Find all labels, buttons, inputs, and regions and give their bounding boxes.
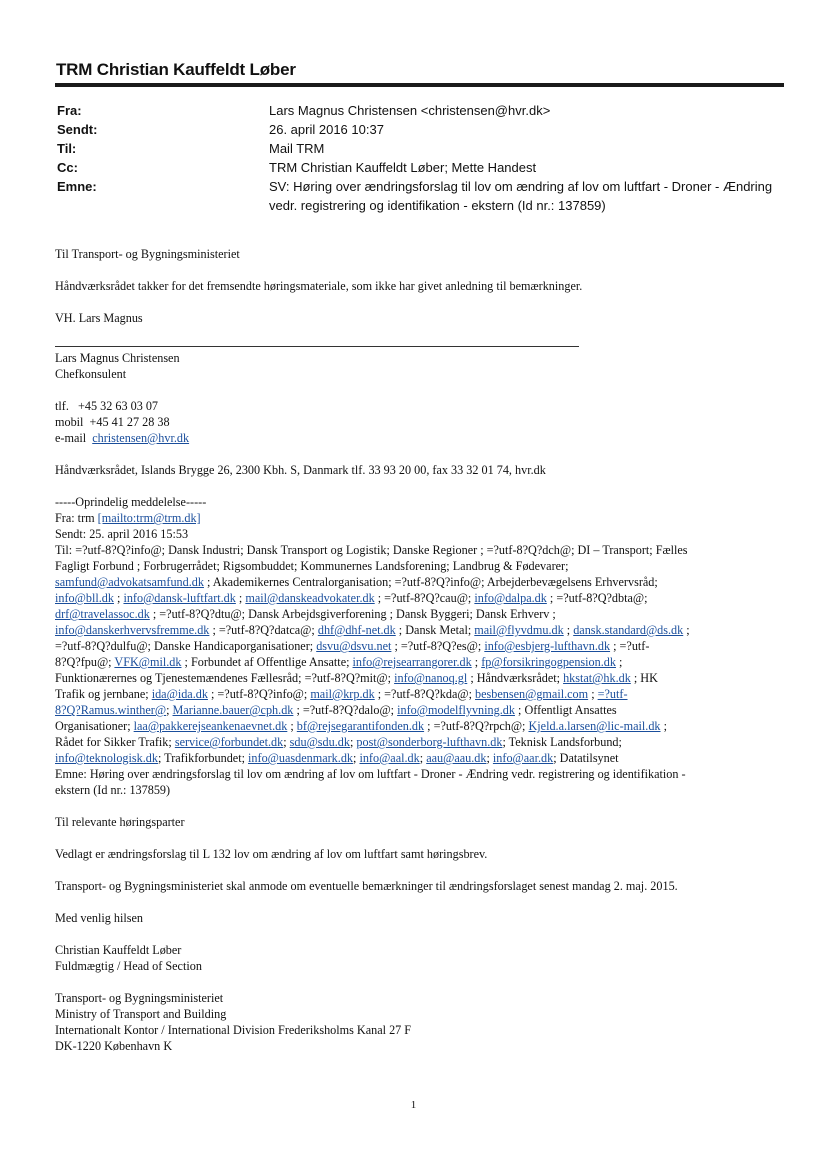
recipient-text: ; — [287, 719, 297, 733]
to-value: Mail TRM — [269, 141, 325, 156]
recipient-text: ; Trafikforbundet; — [157, 751, 249, 765]
recipient-text: ; Offentligt Ansattes — [514, 703, 617, 717]
email-link[interactable]: info@bll.dk — [55, 591, 114, 605]
email-link[interactable]: mail@krp.dk — [310, 687, 375, 701]
recipient-line — [55, 734, 790, 750]
sent-value: 26. april 2016 10:37 — [269, 122, 384, 137]
email-body — [55, 246, 790, 1054]
recipient-text: ; =?utf-8?Q?datca@; — [209, 623, 318, 637]
recipient-line — [55, 574, 790, 590]
to-label: Til: — [57, 141, 77, 156]
signature-email-line — [55, 430, 790, 446]
org-line: Ministry of Transport and Building — [55, 1007, 227, 1021]
recipient-text: ; — [660, 719, 667, 733]
original-regards: Med venlig hilsen — [55, 911, 144, 925]
original-subject: Emne: Høring over ændringsforslag til lov om ændring af lov om luftfart - Droner - Ændring vedr. registrering og identifikation - — [55, 767, 686, 781]
recipient-line — [55, 638, 790, 654]
recipient-text: ; — [353, 751, 360, 765]
recipient-text: ; =?utf-8?Q?dtu@; Dansk Arbejdsgiverforening ; Dansk Byggeri; Dansk Erhverv ; — [149, 607, 556, 621]
cc-label: Cc: — [57, 160, 78, 175]
recipient-text: =?utf-8?Q?dulfu@; Danske Handicaporganisationer; — [55, 639, 317, 653]
recipient-text: ; Teknisk Landsforbund; — [502, 735, 622, 749]
original-paragraph: Transport- og Bygningsministeriet skal anmode om eventuelle bemærkninger til ændringsforslaget senest mandag 2. maj. 2015. — [55, 879, 678, 893]
signature-email-link[interactable]: christensen@hvr.dk — [92, 431, 190, 445]
email-link[interactable]: VFK@mil.dk — [114, 655, 182, 669]
original-salutation: Til relevante høringsparter — [55, 815, 185, 829]
page-number: 1 — [410, 1099, 417, 1111]
reply-closing: VH. Lars Magnus — [55, 311, 143, 325]
from-label: Fra: — [57, 103, 82, 118]
original-from — [55, 510, 790, 526]
recipient-text: ; — [283, 735, 290, 749]
recipient-text: ; Akademikernes Centralorganisation; =?utf-8?Q?info@; Arbejderbevægelsens Erhvervsråd; — [203, 575, 658, 589]
signature-divider — [55, 346, 579, 347]
recipient-text: Rådet for Sikker Trafik; — [55, 735, 175, 749]
recipient-text: ; Dansk Metal; — [395, 623, 475, 637]
email-link[interactable]: dsvu@dsvu.net — [316, 639, 392, 653]
email-link[interactable]: mail@flyvdmu.dk — [474, 623, 564, 637]
recipient-text: ; =?utf-8?Q?kda@; — [374, 687, 476, 701]
recipient-text: ; — [471, 655, 482, 669]
page-title: TRM Christian Kauffeldt Løber — [56, 60, 296, 79]
recipient-text: ; — [349, 735, 357, 749]
email-link[interactable]: drf@travelassoc.dk — [55, 607, 150, 621]
email-link[interactable]: info@uasdenmark.dk — [248, 751, 354, 765]
org-line: DK-1220 København K — [55, 1039, 173, 1053]
signature-email-label: e-mail — [55, 431, 87, 445]
email-link[interactable]: besbensen@gmail.com — [475, 687, 589, 701]
original-from-prefix: Fra: trm — [55, 511, 98, 525]
recipient-text: ; — [563, 623, 574, 637]
email-link[interactable]: hkstat@hk.dk — [563, 671, 631, 685]
recipient-text: ; — [588, 687, 598, 701]
email-link[interactable]: info@teknologisk.dk — [55, 751, 158, 765]
email-link[interactable]: info@dalpa.dk — [474, 591, 547, 605]
recipient-line — [55, 590, 790, 606]
recipient-line — [55, 750, 790, 766]
recipient-text: ; =?utf- — [610, 639, 650, 653]
recipient-line — [55, 686, 790, 702]
recipient-text: ; — [486, 751, 493, 765]
org-line: Transport- og Bygningsministeriet — [55, 991, 224, 1005]
email-link[interactable]: info@danskerhvervsfremme.dk — [55, 623, 210, 637]
email-link[interactable]: 8?Q?Ramus.winther@ — [55, 703, 167, 717]
recipient-line — [55, 622, 790, 638]
email-link[interactable]: bf@rejsegarantifonden.dk — [296, 719, 425, 733]
signature-role: Chefkonsulent — [55, 367, 127, 381]
header-row-cc — [57, 158, 787, 177]
sent-label: Sendt: — [57, 122, 98, 137]
email-link[interactable]: info@rejsearrangorer.dk — [352, 655, 472, 669]
recipient-text: ; Forbundet af Offentlige Ansatte; — [181, 655, 353, 669]
reply-greeting: Til Transport- og Bygningsministeriet — [55, 247, 240, 261]
recipient-text: ; — [419, 751, 427, 765]
recipient-text: ; — [235, 591, 246, 605]
email-link[interactable]: dansk.standard@ds.dk — [573, 623, 684, 637]
original-paragraph: Vedlagt er ændringsforslag til L 132 lov om ændring af lov om luftfart samt høringsbrev. — [55, 847, 488, 861]
original-marker: -----Oprindelig meddelelse----- — [55, 495, 207, 509]
signature-phone: tlf. +45 32 63 03 07 — [55, 399, 159, 413]
email-link[interactable]: =?utf- — [597, 687, 628, 701]
email-link[interactable]: info@nanoq.gl — [394, 671, 468, 685]
original-to-line: Fagligt Forbund ; Forbrugerrådet; Rigsombuddet; Kommunernes Landsforening; Landbrug & Fødevarer; — [55, 559, 569, 573]
header-row-subject — [57, 177, 787, 215]
email-link[interactable]: Kjeld.a.larsen@lic-mail.dk — [528, 719, 661, 733]
email-link[interactable]: info@esbjerg-lufthavn.dk — [484, 639, 611, 653]
signature-name: Lars Magnus Christensen — [55, 351, 180, 365]
reply-text: Håndværksrådet takker for det fremsendte høringsmateriale, som ikke har givet anledning til bemærkninger. — [55, 279, 583, 293]
recipient-text: ; Datatilsynet — [553, 751, 619, 765]
recipient-text: ; =?utf-8?Q?rpch@; — [424, 719, 529, 733]
recipient-text: ; =?utf-8?Q?dalo@; — [293, 703, 398, 717]
email-link[interactable]: info@modelflyvning.dk — [397, 703, 515, 717]
email-link[interactable]: service@forbundet.dk — [174, 735, 284, 749]
from-value: Lars Magnus Christensen <christensen@hvr.dk> — [269, 103, 551, 118]
recipient-text: Trafik og jernbane; — [55, 687, 152, 701]
recipient-text: ; — [683, 623, 690, 637]
recipient-line — [55, 718, 790, 734]
email-link[interactable]: fp@forsikringogpension.dk — [481, 655, 616, 669]
recipient-text: ; HK — [630, 671, 658, 685]
header-row-sent — [57, 120, 787, 139]
cc-value: TRM Christian Kauffeldt Løber; Mette Handest — [269, 160, 537, 175]
original-subject: ekstern (Id nr.: 137859) — [55, 783, 171, 797]
org-line: Internationalt Kontor / International Division Frederiksholms Kanal 27 F — [55, 1023, 412, 1037]
signature-mobile: mobil +45 41 27 28 38 — [55, 415, 170, 429]
email-link[interactable]: ida@ida.dk — [151, 687, 208, 701]
email-link[interactable]: samfund@advokatsamfund.dk — [55, 575, 204, 589]
email-link[interactable]: info@dansk-luftfart.dk — [123, 591, 236, 605]
recipient-line — [55, 670, 790, 686]
email-link[interactable]: info@aal.dk — [359, 751, 420, 765]
email-link[interactable]: sdu@sdu.dk — [289, 735, 350, 749]
original-sender-name: Christian Kauffeldt Løber — [55, 943, 182, 957]
recipient-line — [55, 702, 790, 718]
recipient-text: ; =?utf-8?Q?cau@; — [374, 591, 475, 605]
email-header-block — [57, 101, 787, 215]
subject-value: SV: Høring over ændringsforslag til lov om ændring af lov om luftfart - Droner - Ændring vedr. registrering og identifikation - ekstern (Id nr.: 137859) — [269, 179, 773, 213]
recipient-text: ; =?utf-8?Q?es@; — [391, 639, 485, 653]
original-from-link[interactable]: [mailto:trm@trm.dk] — [97, 511, 201, 525]
title-divider — [55, 83, 784, 87]
email-link[interactable]: post@sonderborg-lufthavn.dk — [356, 735, 503, 749]
original-to-line: Til: =?utf-8?Q?info@; Dansk Industri; Dansk Transport og Logistik; Danske Regioner ; =?utf-8?Q?dch@; DI – Transport; Fælles — [55, 543, 688, 557]
recipient-line — [55, 654, 790, 670]
signature-address: Håndværksrådet, Islands Brygge 26, 2300 Kbh. S, Danmark tlf. 33 93 20 00, fax 33 32 01 74, hvr.dk — [55, 463, 546, 477]
header-row-to — [57, 139, 787, 158]
email-link[interactable]: laa@pakkerejseankenaevnet.dk — [133, 719, 288, 733]
email-link[interactable]: aau@aau.dk — [426, 751, 487, 765]
recipient-text: ; — [113, 591, 124, 605]
email-link[interactable]: mail@danskeadvokater.dk — [245, 591, 375, 605]
recipient-text: ; =?utf-8?Q?dbta@; — [546, 591, 648, 605]
email-link[interactable]: info@aar.dk — [492, 751, 554, 765]
subject-label: Emne: — [57, 179, 97, 194]
recipient-text: ; Håndværksrådet; — [467, 671, 564, 685]
recipient-text: Funktionærernes og Tjenestemændenes Fællesråd; =?utf-8?Q?mit@; — [55, 671, 395, 685]
recipient-text: ; — [615, 655, 623, 669]
original-sent: Sendt: 25. april 2016 15:53 — [55, 527, 189, 541]
recipient-text: ; =?utf-8?Q?info@; — [207, 687, 311, 701]
email-link[interactable]: dhf@dhf-net.dk — [317, 623, 396, 637]
recipient-text: ; — [166, 703, 173, 717]
recipient-line — [55, 606, 790, 622]
recipient-text: 8?Q?fpu@; — [55, 655, 115, 669]
header-row-from — [57, 101, 787, 120]
email-link[interactable]: Marianne.bauer@cph.dk — [172, 703, 294, 717]
original-sender-title: Fuldmægtig / Head of Section — [55, 959, 202, 973]
recipient-text: Organisationer; — [55, 719, 134, 733]
